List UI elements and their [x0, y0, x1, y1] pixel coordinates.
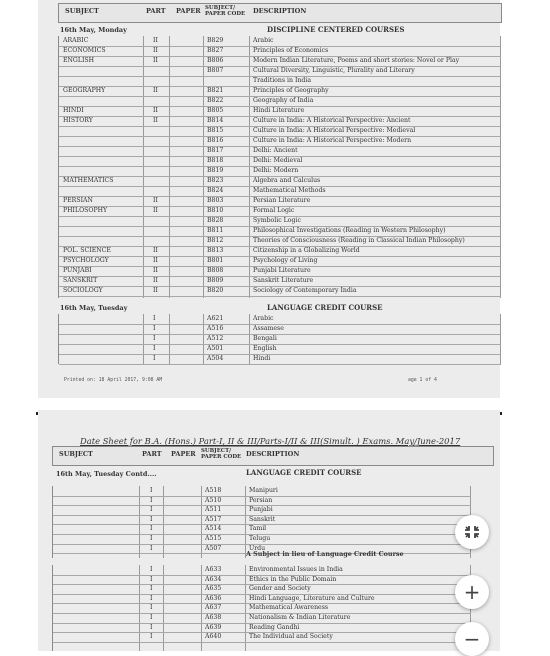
header-paper: PAPER [176, 7, 201, 15]
cell-desc: Punjabi Literature [253, 267, 311, 274]
cell-part: I [150, 506, 153, 514]
header-paper: PAPER [171, 450, 196, 458]
cell-code: A517 [205, 515, 222, 523]
table-header [52, 446, 494, 466]
table-row [59, 156, 501, 166]
header-code: SUBJECT/ PAPER CODE [205, 5, 246, 17]
cell-subject: SOCIOLOGY [63, 287, 103, 294]
table-row [59, 354, 501, 364]
cell-part: I [150, 515, 153, 523]
cell-code: A514 [205, 525, 222, 533]
cell-part: I [150, 594, 153, 602]
cell-desc: Punjabi [249, 506, 273, 514]
cell-part: II [153, 257, 158, 264]
cell-desc: Urdu [249, 544, 266, 552]
header-part: PART [146, 7, 166, 15]
cell-code: B803 [207, 197, 224, 204]
cell-desc: Reading Gandhi [249, 623, 300, 631]
cell-code: B811 [207, 227, 224, 234]
cell-code: B824 [207, 187, 224, 194]
collapse-button[interactable] [455, 515, 489, 549]
table-row [53, 496, 471, 506]
table-row [53, 594, 471, 604]
cell-code: B818 [207, 157, 224, 164]
cell-subject: HISTORY [63, 117, 93, 124]
cell-code: B823 [207, 177, 224, 184]
cell-part: II [153, 207, 158, 214]
table-row [59, 166, 501, 176]
cell-desc: Citizenship in a Globalizing World [253, 247, 360, 254]
table-row [53, 575, 471, 585]
cell-part: I [150, 525, 153, 533]
table-row [59, 236, 501, 246]
table-row [59, 46, 501, 56]
collapse-arrows-icon [455, 515, 489, 549]
table-row [59, 344, 501, 354]
cell-desc: Hindi Literature [253, 107, 305, 114]
cell-subject: ENGLISH [63, 57, 95, 64]
cell-desc: Traditions in India [253, 77, 312, 84]
zoom-in-button[interactable] [455, 575, 489, 609]
table-row [59, 206, 501, 216]
cell-subject: PERSIAN [63, 197, 93, 204]
cell-desc: Culture in India: A Historical Perspective: Modern [253, 137, 412, 144]
cell-part: II [153, 37, 158, 44]
table-row [59, 286, 501, 296]
lieu-table [52, 565, 471, 651]
table-row [59, 266, 501, 276]
cell-code: B814 [207, 117, 224, 124]
cell-code: A518 [205, 487, 222, 494]
header-part: PART [142, 450, 162, 458]
table-row [59, 256, 501, 266]
cell-code: A621 [207, 315, 224, 322]
cell-desc: Sociology of Contemporary India [253, 287, 357, 294]
table-row [59, 334, 501, 344]
table-row [59, 226, 501, 236]
language-table [58, 314, 501, 364]
cell-part: I [150, 566, 153, 573]
cell-code: A512 [207, 335, 224, 342]
table-row [53, 613, 471, 623]
table-row [53, 524, 471, 534]
cell-desc: Psychology of Living [253, 257, 318, 264]
row-rule [59, 364, 501, 365]
table-row [53, 632, 471, 642]
cell-code: B801 [207, 257, 224, 264]
cell-part: I [150, 544, 153, 552]
cell-code: B807 [207, 67, 224, 74]
cell-code: B829 [207, 37, 224, 44]
cell-part: I [150, 585, 153, 593]
cell-part: II [153, 117, 158, 124]
cell-part: II [153, 247, 158, 254]
zoom-in-label: + [463, 580, 481, 604]
cell-code: A501 [207, 345, 224, 352]
exam-date: 16th May, Tuesday [60, 304, 128, 312]
cell-subject: GEOGRAPHY [63, 87, 106, 94]
table-row [59, 126, 501, 136]
cell-desc: Symbolic Logic [253, 217, 301, 224]
cell-subject: HINDI [63, 107, 84, 114]
table-row [59, 96, 501, 106]
table-row [53, 534, 471, 544]
language-table [52, 486, 471, 558]
section-heading: LANGUAGE CREDIT COURSE [267, 303, 383, 312]
cell-desc: Arabic [253, 315, 274, 322]
table-row [59, 116, 501, 126]
cell-part: I [153, 315, 156, 322]
cell-part: II [153, 287, 158, 294]
cell-code: A640 [205, 633, 222, 641]
cell-desc: Theories of Consciousness (Reading in Classical Indian Philosophy) [253, 237, 465, 244]
cell-desc: Culture in India: A Historical Perspective: Medieval [253, 127, 416, 134]
page-gap [38, 398, 500, 410]
cell-subject: ECONOMICS [63, 47, 106, 54]
cell-desc: Hindi [253, 355, 271, 362]
cell-desc: Nationalism & Indian Literature [249, 614, 351, 621]
cell-desc: Principles of Geography [253, 87, 329, 94]
cell-part: I [153, 325, 156, 332]
cell-desc: Tamil [249, 525, 267, 533]
cell-code: A634 [205, 575, 222, 583]
table-row [59, 196, 501, 206]
cell-desc: Ethics in the Public Domain [249, 575, 337, 583]
table-row [53, 623, 471, 633]
cell-code: B821 [207, 87, 224, 94]
table-row [53, 584, 471, 594]
cell-part: I [153, 335, 156, 342]
exam-date: 16th May, Monday [60, 26, 127, 34]
table-row [59, 276, 501, 286]
table-row [59, 216, 501, 226]
page-2 [38, 410, 500, 651]
cell-code: A510 [205, 496, 222, 504]
cell-desc: Persian Literature [253, 197, 311, 204]
subject-table [58, 36, 501, 298]
cell-desc: Culture in India: A Historical Perspective: Ancient [253, 117, 411, 124]
table-row [59, 314, 501, 324]
cell-part: II [153, 47, 158, 54]
table-row [59, 106, 501, 116]
cell-code: A511 [205, 506, 222, 514]
table-row [53, 565, 471, 575]
cell-subject: PHILOSOPHY [63, 207, 108, 214]
cell-desc: Modern Indian Literature, Poems and short stories: Novel or Play [253, 57, 460, 64]
cell-desc: Geography of India [253, 97, 314, 104]
cell-code: A507 [205, 544, 222, 552]
cell-desc: Sanskrit [249, 515, 276, 523]
cell-desc: Manipuri [249, 487, 278, 494]
cell-part: I [150, 535, 153, 542]
cell-code: B817 [207, 147, 224, 154]
cell-code: A637 [205, 604, 222, 612]
cell-desc: Principles of Economics [253, 47, 329, 54]
cell-part: I [153, 355, 156, 362]
cell-part: II [153, 197, 158, 204]
cell-code: B810 [207, 207, 224, 214]
cell-code: A636 [205, 594, 222, 602]
table-row [59, 86, 501, 96]
table-row [59, 56, 501, 66]
table-row [59, 146, 501, 156]
exam-date: 16th May, Tuesday Contd.... [56, 470, 157, 478]
cell-code: B819 [207, 167, 224, 174]
cell-desc: Assamese [253, 325, 284, 332]
cell-desc: Philosophical Investigations (Reading in Western Philosophy) [253, 227, 446, 234]
row-rule [59, 296, 501, 297]
table-header [58, 3, 502, 23]
cell-subject: MATHEMATICS [63, 177, 114, 184]
cell-desc: Delhi: Ancient [253, 147, 298, 154]
cell-part: II [153, 277, 158, 284]
cell-part: II [153, 57, 158, 64]
cell-part: I [150, 614, 153, 621]
table-row [59, 186, 501, 196]
cell-desc: Formal Logic [253, 207, 295, 214]
cell-desc: Arabic [253, 37, 274, 44]
cell-desc: Mathematical Methods [253, 187, 326, 194]
cell-part: I [150, 496, 153, 504]
table-row [59, 36, 501, 46]
cell-code: B816 [207, 137, 224, 144]
cell-code: A633 [205, 566, 222, 573]
cell-code: A639 [205, 623, 222, 631]
cell-desc: The Individual and Society [249, 633, 333, 641]
page-title: Date Sheet for B.A. (Hons.) Part-I, II & III/Parts-I/II & III(Simult. ) Exams. May/June-2017 [80, 436, 461, 446]
page-number: age 1 of 4 [408, 378, 437, 383]
cell-code: A635 [205, 585, 222, 593]
cell-desc: Telugu [249, 535, 271, 542]
cell-desc: Persian [249, 496, 273, 504]
cell-code: B808 [207, 267, 224, 274]
table-row [59, 76, 501, 86]
cell-code: B812 [207, 237, 224, 244]
cell-code: B813 [207, 247, 224, 254]
table-row [53, 505, 471, 515]
table-row [59, 66, 501, 76]
cell-code: B828 [207, 217, 224, 224]
cell-part: I [150, 623, 153, 631]
table-row [53, 486, 471, 496]
header-code: SUBJECT/ PAPER CODE [201, 448, 242, 460]
row-rule [53, 642, 471, 643]
table-row [59, 176, 501, 186]
section-heading: DISCIPLINE CENTERED COURSES [267, 25, 405, 34]
cell-code: B806 [207, 57, 224, 64]
cell-desc: Delhi: Modern [253, 167, 299, 174]
cell-desc: Sanskrit Literature [253, 277, 314, 284]
cell-part: I [150, 604, 153, 612]
cell-part: I [150, 633, 153, 641]
table-row [59, 246, 501, 256]
cell-part: I [153, 345, 156, 352]
table-row [59, 324, 501, 334]
header-description: DESCRIPTION [246, 450, 300, 458]
zoom-out-label: − [463, 627, 481, 651]
cell-desc: Delhi: Medieval [253, 157, 303, 164]
cell-desc: Environmental Issues in India [249, 566, 343, 573]
cell-part: I [150, 575, 153, 583]
header-subject: SUBJECT [65, 7, 99, 15]
cell-code: A638 [205, 614, 222, 621]
cell-subject: PSYCHOLOGY [63, 257, 109, 264]
cell-desc: Gender and Society [249, 585, 311, 593]
cell-part: II [153, 87, 158, 94]
cell-code: B822 [207, 97, 224, 104]
cell-subject: PUNJABI [63, 267, 92, 274]
cell-subject: POL. SCIENCE [63, 247, 111, 254]
cell-code: A515 [205, 535, 222, 542]
cell-part: II [153, 107, 158, 114]
section-heading: LANGUAGE CREDIT COURSE [246, 468, 362, 477]
cell-desc: English [253, 345, 277, 352]
cell-subject: SANSKRIT [63, 277, 98, 284]
cell-desc: Algebra and Calculus [253, 177, 321, 184]
print-footer: Printed on: 18 April 2017, 9:08 AM [64, 378, 163, 383]
cell-subject: ARABIC [63, 37, 89, 44]
cell-code: B820 [207, 287, 224, 294]
cell-desc: Cultural Diversity, Linguistic, Plurality and Literary [253, 67, 415, 74]
table-row [53, 515, 471, 525]
cell-desc: Hindi Language, Literature and Culture [249, 594, 375, 602]
page-1 [38, 0, 500, 398]
header-description: DESCRIPTION [253, 7, 307, 15]
cell-desc: Bengali [253, 335, 277, 342]
section-heading: A Subject in lieu of Language Credit Course [246, 550, 404, 558]
header-subject: SUBJECT [59, 450, 93, 458]
cell-code: A516 [207, 325, 224, 332]
cell-desc: Mathematical Awareness [249, 604, 329, 612]
cell-code: A504 [207, 355, 224, 362]
cell-code: B809 [207, 277, 224, 284]
cell-part: I [150, 487, 153, 494]
cell-part: II [153, 267, 158, 274]
cell-code: B827 [207, 47, 224, 54]
table-row [53, 603, 471, 613]
cell-code: B805 [207, 107, 224, 114]
table-row [59, 136, 501, 146]
cell-code: B815 [207, 127, 224, 134]
